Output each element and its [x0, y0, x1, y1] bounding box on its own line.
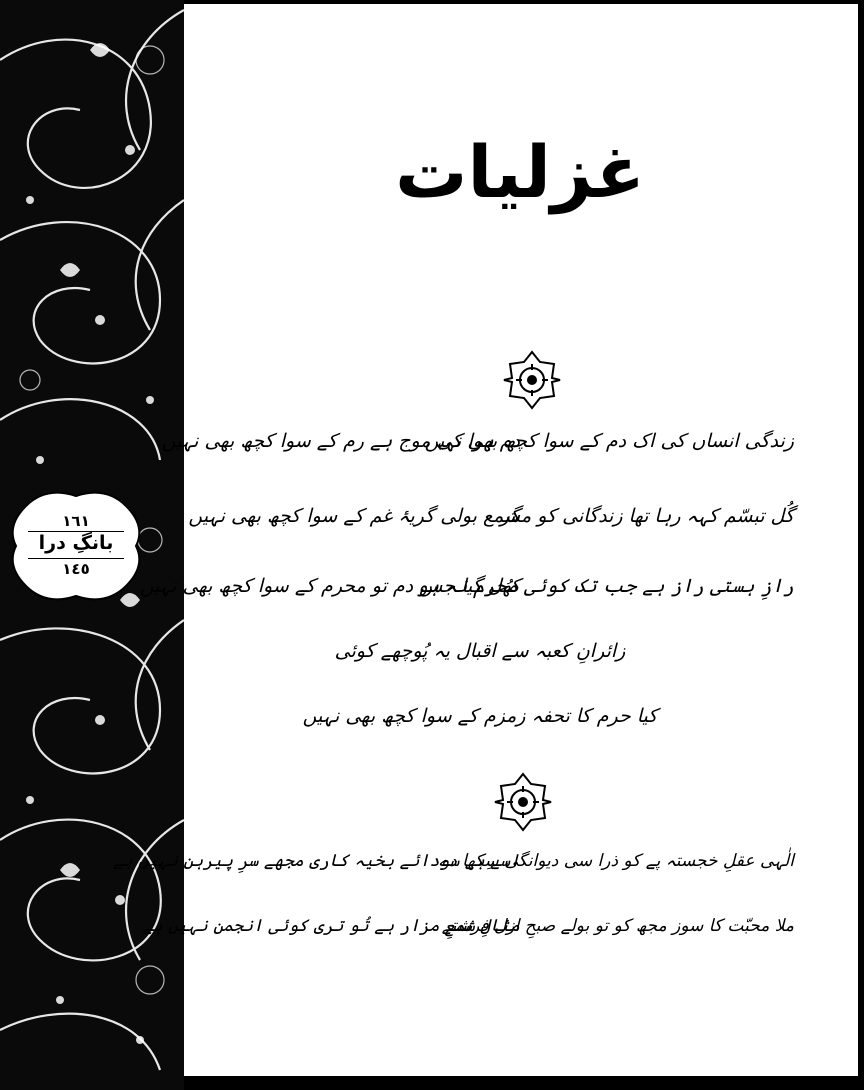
- verse-4-first: الٰہی عقلِ خجستہ پے کو ذرا سی دیوانگی سِکھا دے: [439, 851, 794, 871]
- section-ornament-2: [493, 772, 553, 832]
- verse-3-second: کھُل گیا جس دم تو محرم کے سوا کچھ بھی نہیں: [139, 575, 520, 597]
- cartouche-book-title: بانگِ درا: [38, 532, 114, 554]
- page-edge-right: [858, 0, 864, 1090]
- verse-1-second: دم ہوا کی موج ہے رم کے سوا کچھ بھی نہیں: [161, 430, 520, 452]
- verse-2-first: گُل تبسّم کہہ رہا تھا زندگانی کو مگر: [500, 505, 794, 527]
- verse-5-first: ملا محبّت کا سوز مجھ کو تو بولے صبحِ ازل فرشتے: [441, 916, 794, 936]
- cartouche-page-number-top: ١٦١: [62, 512, 90, 530]
- closing-verse-second: کیا حرم کا تحفہ زمزم کے سوا کچھ بھی نہیں: [302, 705, 658, 727]
- book-title-cartouche: [6, 486, 146, 606]
- verse-2-second: شمع بولی گریۂ غم کے سوا کچھ بھی نہیں: [188, 505, 520, 527]
- verse-3-first: رازِ ہستی راز ہے جب تک کوئی محرم نہ ہو: [416, 575, 794, 597]
- cartouche-page-number-bottom: ١٤٥: [62, 560, 90, 578]
- verse-1-first: زندگی انساں کی اک دم کے سوا کچھ بھی نہیں: [424, 430, 794, 452]
- verse-4-second: اسے ہے سودائے بخیہ کاری مجھے سرِ پیرہن نہیں ہے: [112, 851, 520, 871]
- page-edge-top: [184, 0, 864, 4]
- page-edge-bottom: [184, 1076, 864, 1090]
- section-ornament-1: [502, 350, 562, 410]
- page-title: غزلیات: [395, 130, 645, 214]
- closing-verse-first: زائرانِ کعبہ سے اقبال یہ پُوچھے کوئی: [334, 640, 626, 662]
- cartouche-rule-bottom: [28, 558, 124, 559]
- verse-5-second: مثالِ شمعِ مزار ہے تُو تری کوئی انجمن نہیں ہے: [142, 916, 520, 936]
